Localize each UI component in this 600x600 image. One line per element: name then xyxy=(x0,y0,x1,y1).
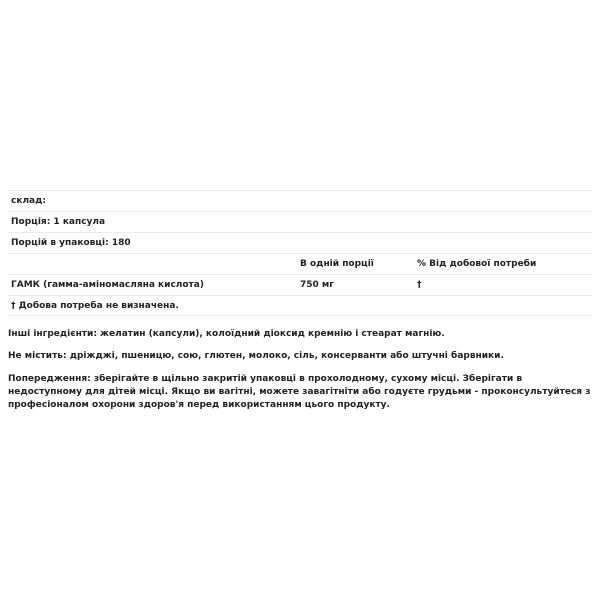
column-header-row xyxy=(8,253,592,274)
ingredient-amount: 750 мг xyxy=(300,280,334,290)
facts-heading: склад: xyxy=(11,196,46,206)
servings-per-container: Порцій в упаковці: 180 xyxy=(11,238,131,248)
footnote-row xyxy=(8,295,592,316)
supplement-facts-table xyxy=(8,190,592,316)
ingredient-name: ГАМК (гамма-аміномасляна кислота) xyxy=(11,280,204,290)
amount-column-header: В одній порції xyxy=(300,259,374,269)
serving-size-row xyxy=(8,211,592,232)
serving-size: Порція: 1 капсула xyxy=(11,217,106,227)
other-ingredients: Інші інгредієнти: желатин (капсули), колоїдний діоксид кремнію і стеарат магнію. xyxy=(8,329,445,339)
facts-heading-row xyxy=(8,190,592,211)
servings-per-container-row xyxy=(8,232,592,253)
daily-value-column-header: % Від добової потреби xyxy=(417,259,537,269)
warning: Попередження: зберігайте в щільно закритій упаковці в прохолодному, сухому місці. Зберігати в недоступному для дітей місці. Якщо ви вагітні, можете завагітніти або годуєте грудьми - проконсультуйтеся з професіоналом охорони здоров'я перед використанням цього продукту. xyxy=(8,374,591,410)
does-not-contain: Не містить: дріжджі, пшеницю, сою, глютен, молоко, сіль, консерванти або штучні барвники. xyxy=(8,351,504,361)
ingredient-daily-value: † xyxy=(417,280,422,290)
ingredient-row xyxy=(8,274,592,295)
footnote: † Добова потреба не визначена. xyxy=(11,301,179,311)
